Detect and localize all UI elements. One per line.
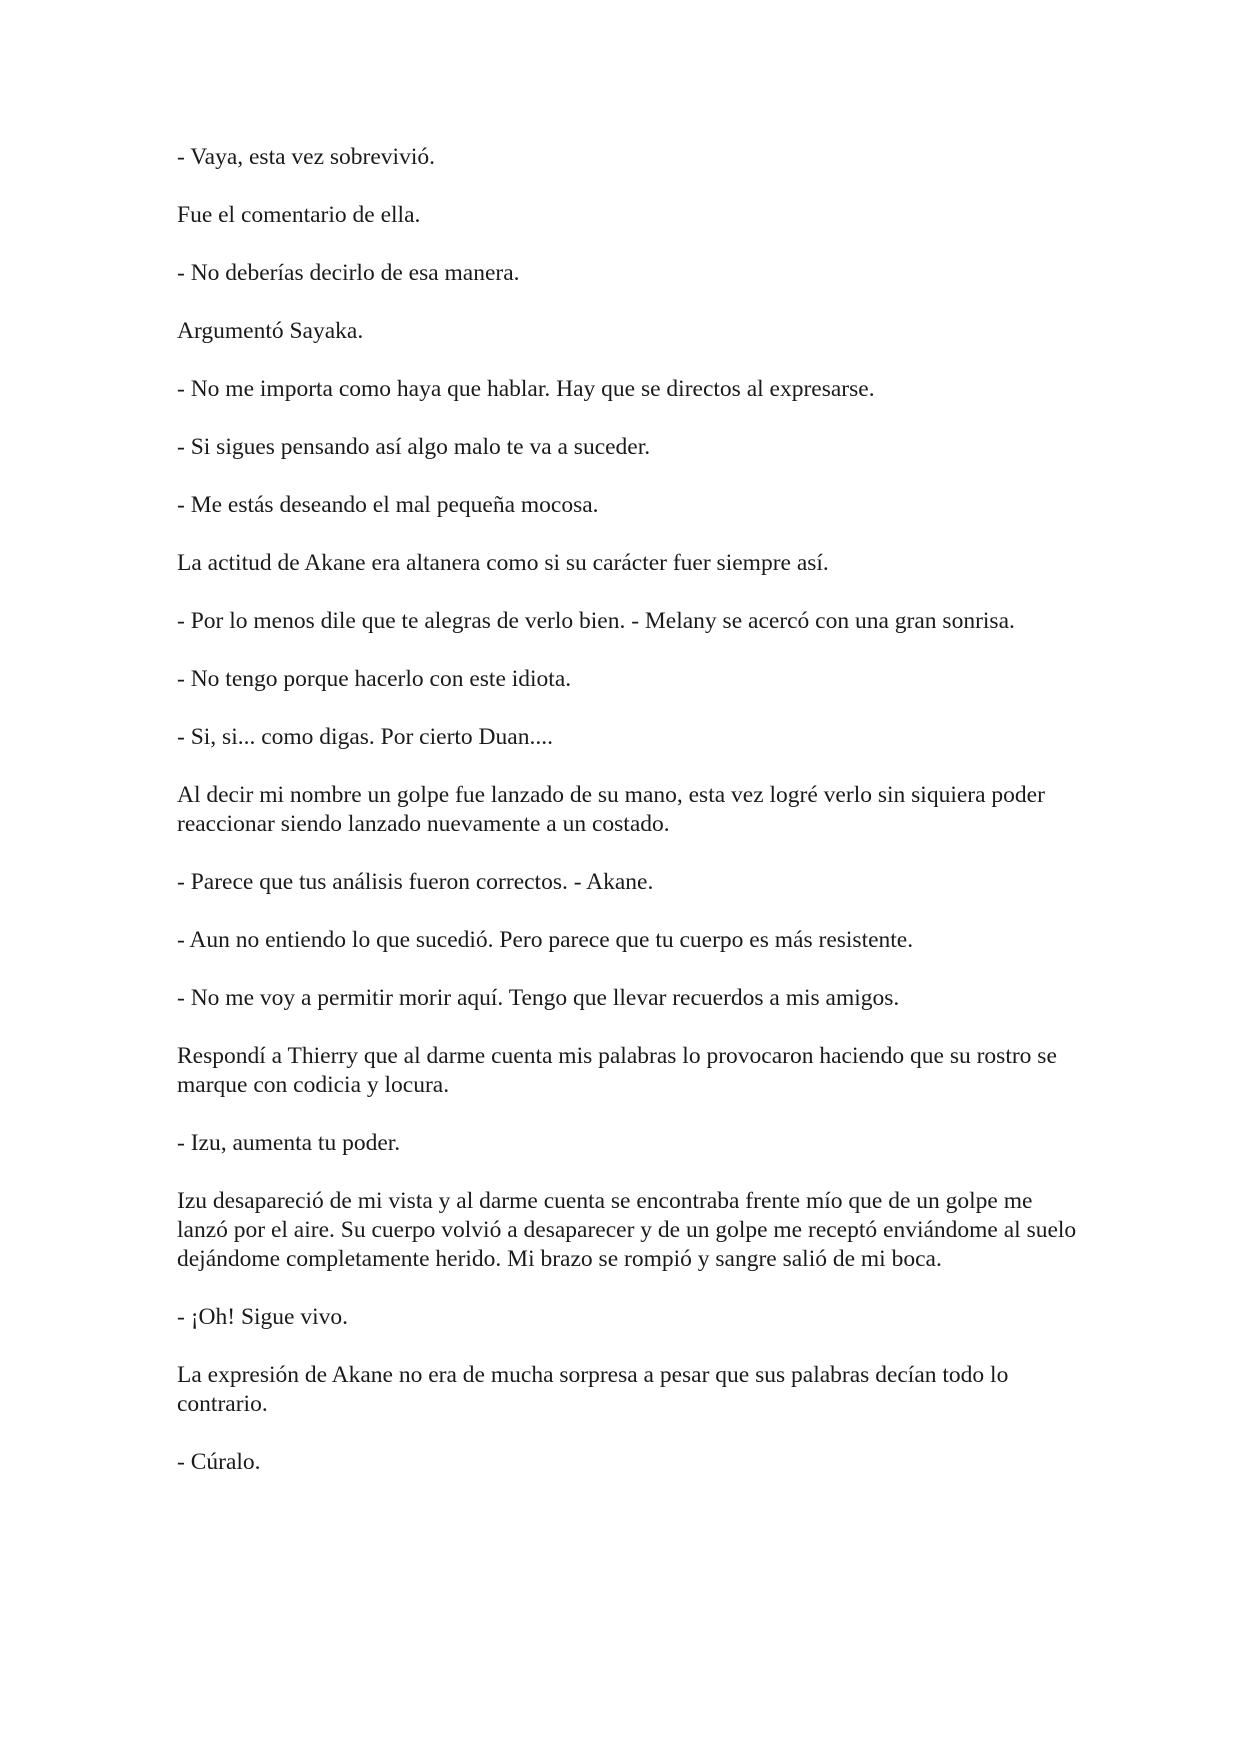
paragraph: - Parece que tus análisis fueron correctos. - Akane. [177,869,654,895]
paragraph: La actitud de Akane era altanera como si su carácter fuer siempre así. [177,550,829,576]
document-body [177,143,1077,1506]
paragraph: - Vaya, esta vez sobrevivió. [177,144,435,170]
paragraph: - Cúralo. [177,1449,261,1475]
paragraph: - Por lo menos dile que te alegras de verlo bien. - Melany se acercó con una gran sonrisa. [177,608,1015,634]
paragraph: - Izu, aumenta tu poder. [177,1130,401,1156]
paragraph: Respondí a Thierry que al darme cuenta mis palabras lo provocaron haciendo que su rostro se marque con codicia y locura. [177,1043,1057,1098]
paragraph: - Aun no entiendo lo que sucedió. Pero parece que tu cuerpo es más resistente. [177,927,914,953]
paragraph: - No me voy a permitir morir aquí. Tengo que llevar recuerdos a mis amigos. [177,985,900,1011]
paragraph: Izu desapareció de mi vista y al darme cuenta se encontraba frente mío que de un golpe me lanzó por el aire. Su cuerpo volvió a desaparecer y de un golpe me receptó enviándome al suelo dejándome completamente herido. Mi brazo se rompió y sangre salió de mi boca. [177,1188,1077,1272]
paragraph: Al decir mi nombre un golpe fue lanzado de su mano, esta vez logré verlo sin siquiera poder reaccionar siendo lanzado nuevamente a un costado. [177,782,1045,837]
paragraph: La expresión de Akane no era de mucha sorpresa a pesar que sus palabras decían todo lo contrario. [177,1362,1009,1417]
paragraph: - Si, si... como digas. Por cierto Duan.... [177,724,553,750]
paragraph: Fue el comentario de ella. [177,202,421,228]
paragraph: - No me importa como haya que hablar. Hay que se directos al expresarse. [177,376,875,402]
paragraph: - No deberías decirlo de esa manera. [177,260,520,286]
paragraph: - Me estás deseando el mal pequeña mocosa. [177,492,599,518]
paragraph: - No tengo porque hacerlo con este idiota. [177,666,572,692]
paragraph: - Si sigues pensando así algo malo te va a suceder. [177,434,651,460]
paragraph: Argumentó Sayaka. [177,318,364,344]
paragraph: - ¡Oh! Sigue vivo. [177,1304,349,1330]
